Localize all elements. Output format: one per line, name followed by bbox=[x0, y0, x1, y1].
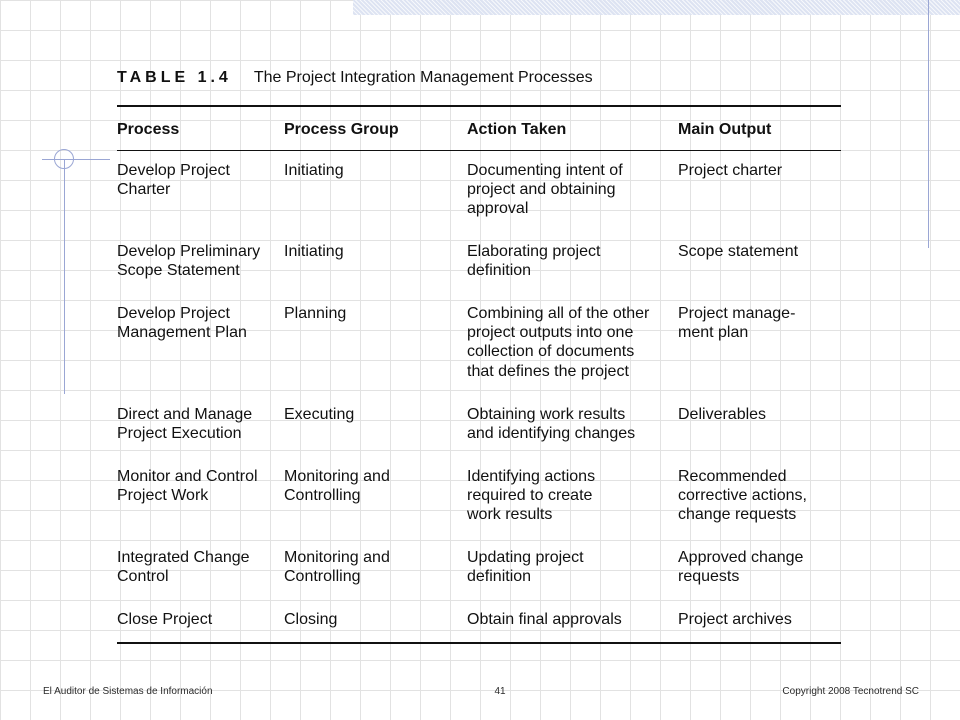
row-5-process-group: Monitoring and Controlling bbox=[284, 468, 390, 505]
row-5-action-taken: Identifying actions required to create work results bbox=[467, 468, 596, 524]
row-5-process: Monitor and Control Project Work bbox=[117, 468, 258, 505]
table-header-rule bbox=[117, 150, 841, 151]
decorative-horizontal-line bbox=[42, 159, 110, 160]
row-5-main-output: Recommended corrective actions, change requests bbox=[678, 468, 807, 524]
header-process-group: Process Group bbox=[284, 121, 399, 138]
row-4-process-group: Executing bbox=[284, 406, 355, 423]
table-bottom-rule bbox=[117, 642, 841, 644]
table-heading bbox=[117, 69, 593, 87]
row-2-action-taken: Elaborating project definition bbox=[467, 243, 601, 280]
table-caption: The Project Integration Management Processes bbox=[253, 69, 593, 86]
row-6-action-taken: Updating project definition bbox=[467, 549, 584, 586]
row-3-action-taken: Combining all of the other project outputs into one collection of documents that defines the project bbox=[467, 305, 650, 380]
table-top-rule bbox=[117, 105, 841, 107]
page-number: 41 bbox=[494, 686, 506, 697]
corner-decoration-band bbox=[353, 0, 960, 15]
row-3-main-output: Project manage- ment plan bbox=[678, 305, 796, 342]
row-7-action-taken: Obtain final approvals bbox=[467, 611, 622, 628]
row-6-main-output: Approved change requests bbox=[678, 549, 804, 586]
row-7-main-output: Project archives bbox=[678, 611, 792, 628]
footer-title: El Auditor de Sistemas de Información bbox=[43, 686, 213, 697]
table-label: TABLE 1.4 bbox=[117, 69, 232, 86]
header-process: Process bbox=[117, 121, 180, 138]
row-2-process: Develop Preliminary Scope Statement bbox=[117, 243, 261, 280]
row-2-main-output: Scope statement bbox=[678, 243, 799, 260]
row-1-main-output: Project charter bbox=[678, 162, 783, 179]
row-6-process: Integrated Change Control bbox=[117, 549, 250, 586]
decorative-vertical-line-right bbox=[928, 0, 929, 248]
row-1-process: Develop Project Charter bbox=[117, 162, 230, 199]
row-1-action-taken: Documenting intent of project and obtaining approval bbox=[467, 162, 623, 218]
header-main-output: Main Output bbox=[678, 121, 772, 138]
row-7-process: Close Project bbox=[117, 611, 213, 628]
footer-copyright: Copyright 2008 Tecnotrend SC bbox=[782, 686, 919, 697]
decorative-vertical-line-left bbox=[64, 160, 65, 394]
row-1-process-group: Initiating bbox=[284, 162, 344, 179]
decorative-circle bbox=[54, 149, 74, 169]
row-3-process: Develop Project Management Plan bbox=[117, 305, 247, 342]
row-4-action-taken: Obtaining work results and identifying changes bbox=[467, 406, 636, 443]
header-action-taken: Action Taken bbox=[467, 121, 567, 138]
row-3-process-group: Planning bbox=[284, 305, 347, 322]
row-2-process-group: Initiating bbox=[284, 243, 344, 260]
row-7-process-group: Closing bbox=[284, 611, 338, 628]
row-4-main-output: Deliverables bbox=[678, 406, 767, 423]
row-4-process: Direct and Manage Project Execution bbox=[117, 406, 253, 443]
row-6-process-group: Monitoring and Controlling bbox=[284, 549, 390, 586]
